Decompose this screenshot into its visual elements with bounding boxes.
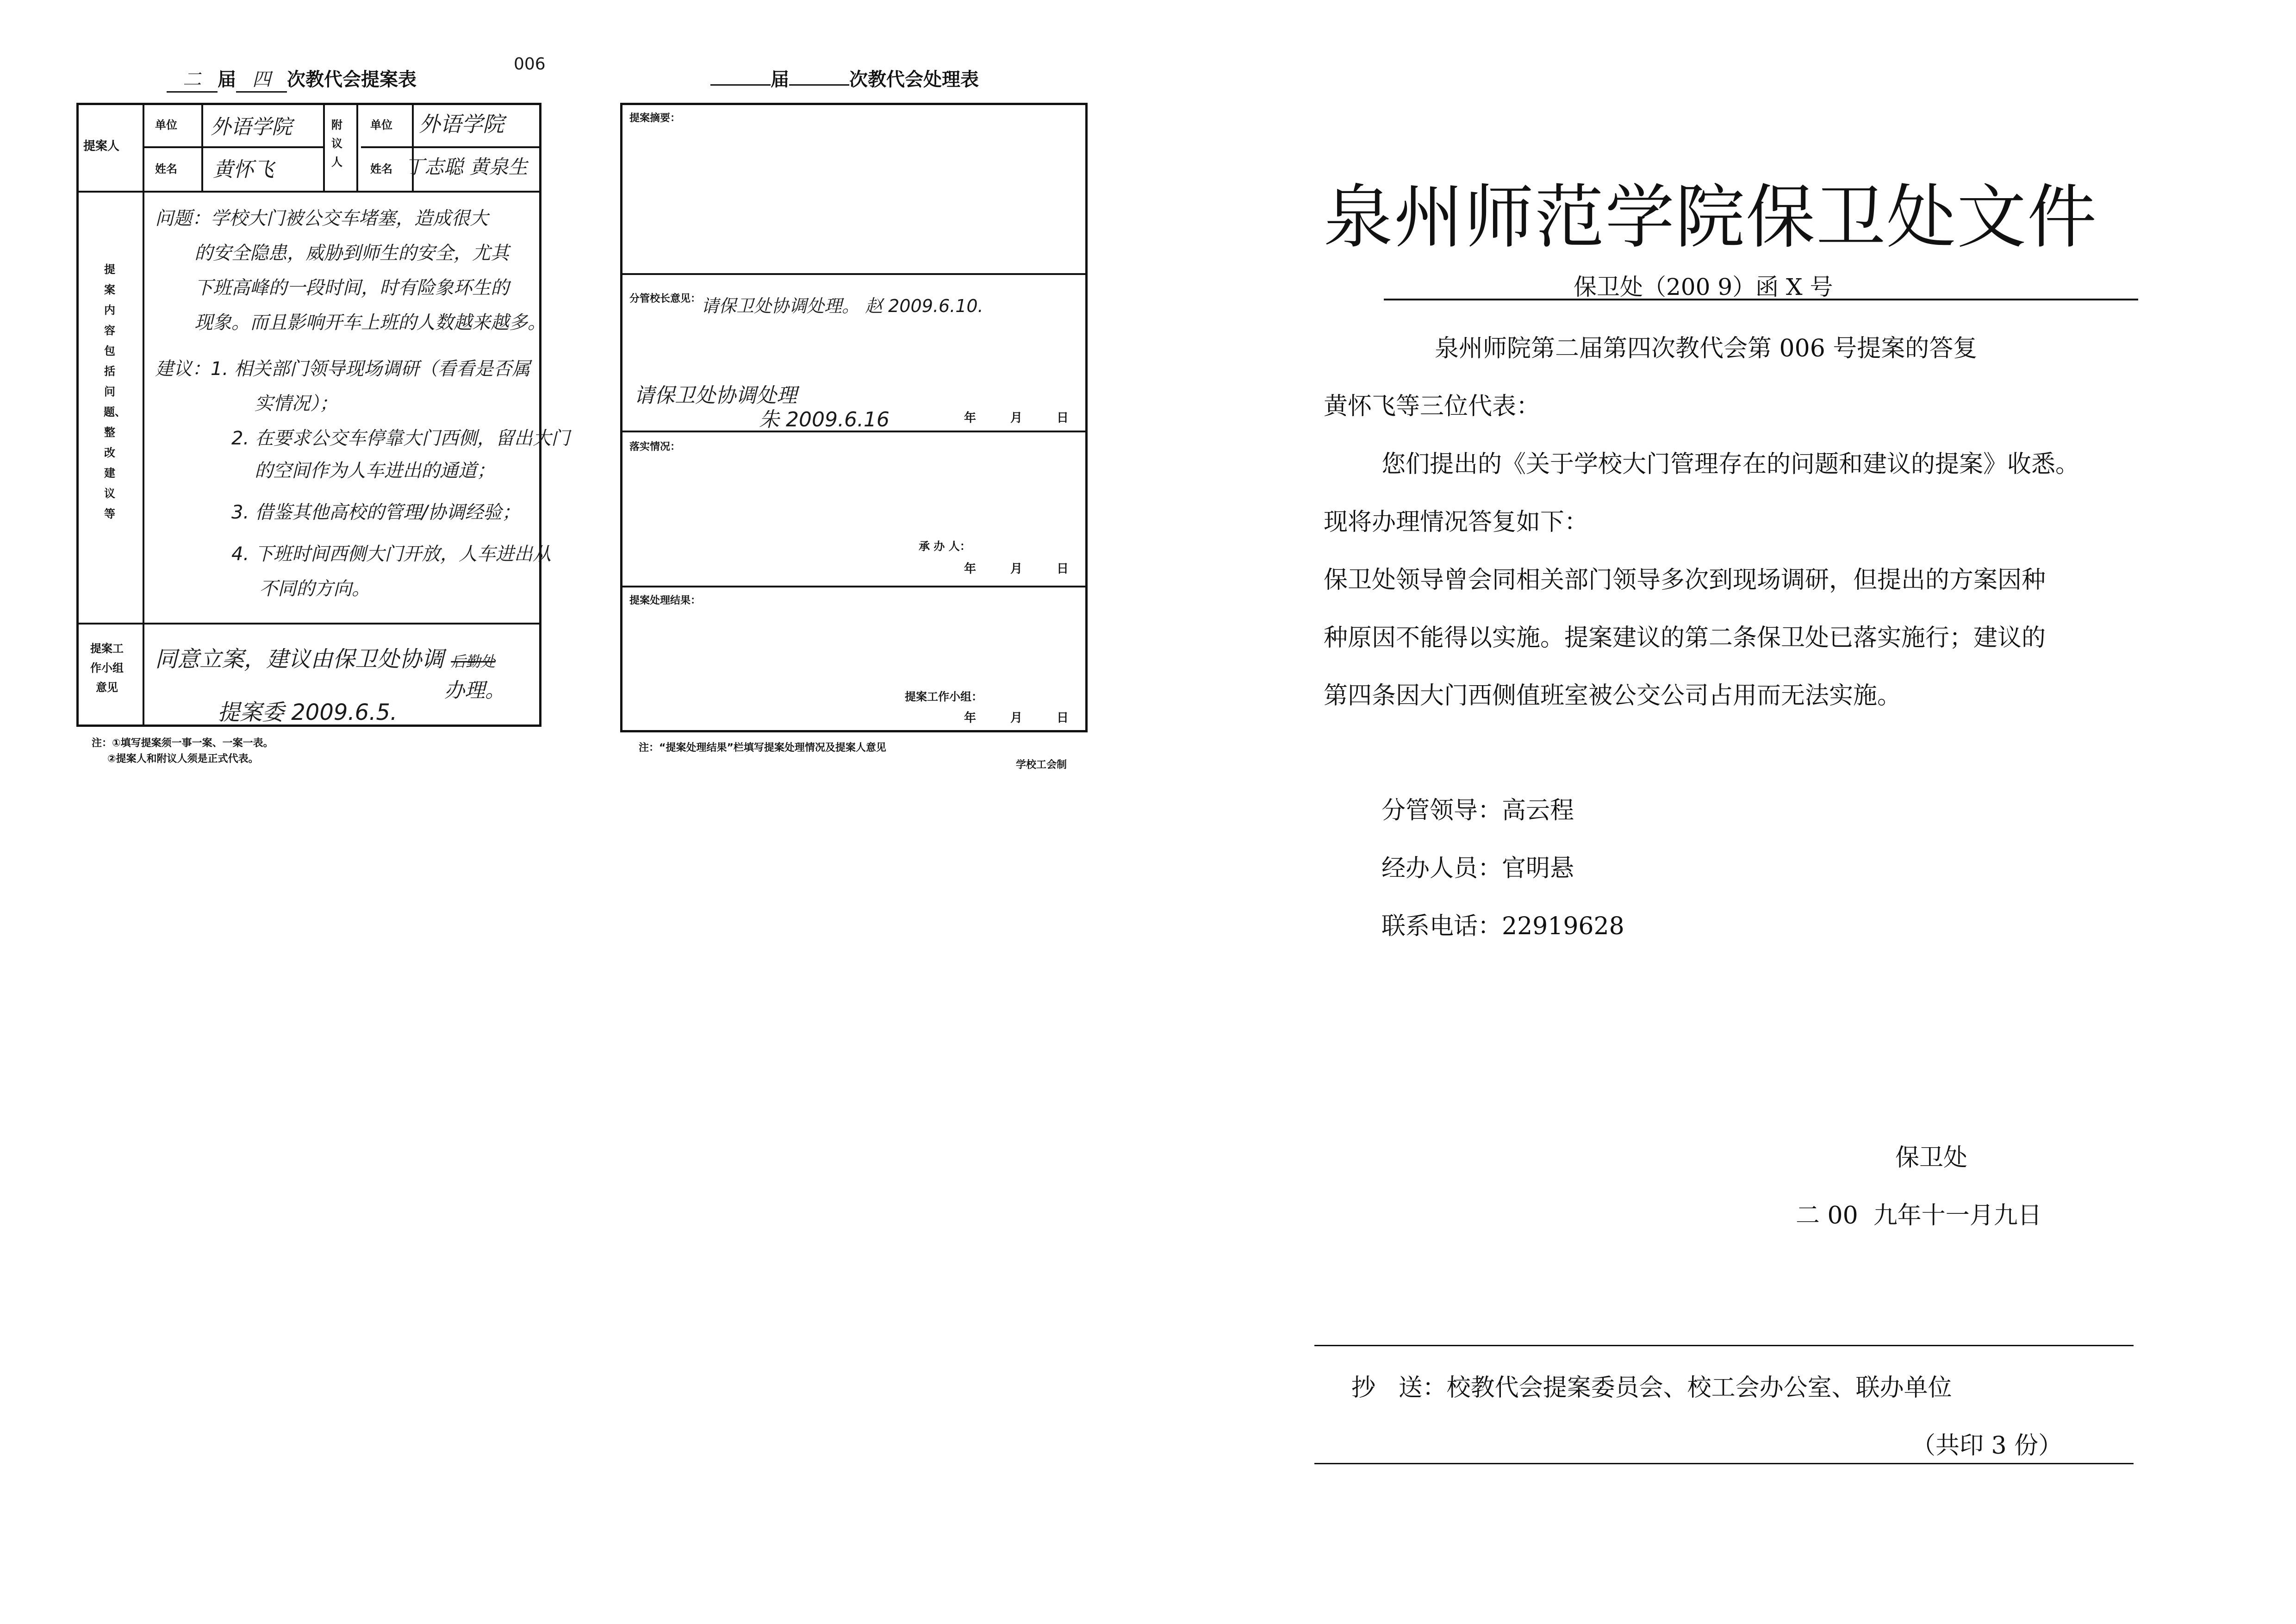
page-number: 006 (514, 55, 546, 74)
vp-day: 日 (1057, 411, 1069, 425)
result-day: 日 (1057, 711, 1069, 725)
workgroup-signature: 提案委 2009.6.5. (218, 700, 398, 725)
title-blank-1: 二 (167, 65, 218, 93)
result-year: 年 (964, 711, 977, 725)
content-line: 现象。而且影响开车上班的人数越来越多。 (194, 312, 546, 333)
impl-day: 日 (1057, 562, 1069, 576)
result-month: 月 (1010, 711, 1023, 725)
form-note-2: ②提案人和附议人须是正式代表。 (107, 753, 259, 765)
vp-year: 年 (964, 411, 977, 425)
sign-org: 保卫处 (1895, 1144, 1968, 1172)
vp-opinion-2: 请保卫处协调处理 (634, 384, 797, 407)
workgroup-opinion: 同意立案，建议由保卫处协调 后勤处 (155, 646, 496, 672)
impl-month: 月 (1010, 562, 1023, 576)
content-line: 4. 下班时间西侧大门开放，人车进出从 (231, 543, 551, 565)
struck-text: 后勤处 (451, 653, 496, 670)
letter-header-title: 泉州师范学院保卫处文件 (1324, 177, 2098, 258)
name-value: 黄怀飞 (213, 158, 274, 181)
cc-rule-top (1314, 1345, 2134, 1346)
vp-opinion: 请保卫处协调处理。 赵 2009.6.10. (701, 296, 983, 316)
cosigner-unit-label: 单位 (370, 119, 392, 131)
vp-signature-2: 朱 2009.6.16 (759, 408, 890, 431)
handling-workgroup-label: 提案工作小组： (905, 690, 983, 703)
cosigner-name-value: 丁志聪 黄泉生 (405, 156, 528, 178)
content-line: 不同的方向。 (259, 578, 370, 600)
doc-number: 保卫处（200 9）函 X 号 (1574, 274, 1833, 300)
letter-para1-line1: 您们提出的《关于学校大门管理存在的问题和建议的提案》收悉。 (1381, 450, 2080, 478)
letter-salutation: 黄怀飞等三位代表： (1324, 393, 1541, 420)
proposal-form-title: 二 届 四 次教代会提案表 (167, 65, 417, 93)
letter-body-line: 种原因不能得以实施。提案建议的第二条保卫处已落实施行；建议的 (1324, 624, 2046, 652)
title-blank-2: 四 (236, 65, 287, 93)
cc-rule-bottom (1314, 1463, 2134, 1464)
content-line: 3. 借鉴其他高校的管理/协调经验； (231, 502, 521, 523)
content-line: 的空间作为人车进出的通道； (255, 460, 495, 481)
letter-para1-line2: 现将办理情况答复如下： (1324, 508, 1589, 536)
proposer-label: 提案人 (83, 139, 120, 153)
content-line: 下班高峰的一段时间，时有险象环生的 (194, 277, 509, 299)
unit-label: 单位 (155, 119, 177, 131)
implementation-label: 落实情况： (629, 441, 681, 453)
handling-form-title: 届 次教代会处理表 (710, 65, 979, 91)
phone-line: 联系电话：22919628 (1381, 912, 1624, 940)
content-label: 提案内容包括问题、整改建议等 (104, 263, 126, 520)
content-line: 问题：学校大门被公交车堵塞，造成很大 (155, 208, 488, 229)
letter-body-line: 保卫处领导曾会同相关部门领导多次到现场调研，但提出的方案因种 (1324, 566, 2046, 594)
name-label: 姓名 (155, 162, 177, 175)
cosigner-unit-value: 外语学院 (419, 112, 504, 137)
cosigner-label: 附议人 (331, 119, 342, 169)
content-line: 的安全隐患，威胁到师生的安全，尤其 (194, 243, 509, 264)
undertaker-label: 承 办 人： (919, 540, 971, 553)
cc-line: 抄 送：校教代会提案委员会、校工会办公室、联办单位 (1351, 1374, 1952, 1402)
content-line: 实情况）； (255, 393, 338, 414)
content-line: 2. 在要求公交车停靠大门西侧，留出大门 (231, 428, 570, 449)
header-rule (1384, 299, 2138, 300)
impl-year: 年 (964, 562, 977, 576)
sign-date: 二 00 九年十一月九日 (1796, 1202, 2042, 1230)
cosigner-name-label: 姓名 (370, 162, 392, 175)
vp-label: 分管校长意见： (629, 293, 701, 305)
unit-value: 外语学院 (211, 115, 292, 139)
workgroup-opinion-2: 办理。 (444, 679, 505, 702)
workgroup-label: 提案工作小组意见 (90, 642, 124, 694)
copies-count: （共印 3 份） (1911, 1432, 2063, 1460)
form-note-1: 注：①填写提案须一事一案、一案一表。 (92, 737, 274, 749)
letter-subject: 泉州师院第二届第四次教代会第 006 号提案的答复 (1435, 335, 1978, 362)
leader-line: 分管领导：高云程 (1381, 797, 1574, 824)
content-line: 建议：1. 相关部门领导现场调研（看看是否属 (155, 358, 530, 380)
summary-label: 提案摘要： (629, 112, 681, 124)
result-label: 提案处理结果： (629, 595, 701, 606)
form-maker: 学校工会制 (1016, 759, 1067, 771)
letter-body-line: 第四条因大门西侧值班室被公交公司占用而无法实施。 (1324, 682, 1902, 710)
handler-line: 经办人员：官明悬 (1381, 855, 1574, 882)
vp-month: 月 (1010, 411, 1023, 425)
handling-note: 注：“提案处理结果”栏填写提案处理情况及提案人意见 (639, 742, 886, 754)
